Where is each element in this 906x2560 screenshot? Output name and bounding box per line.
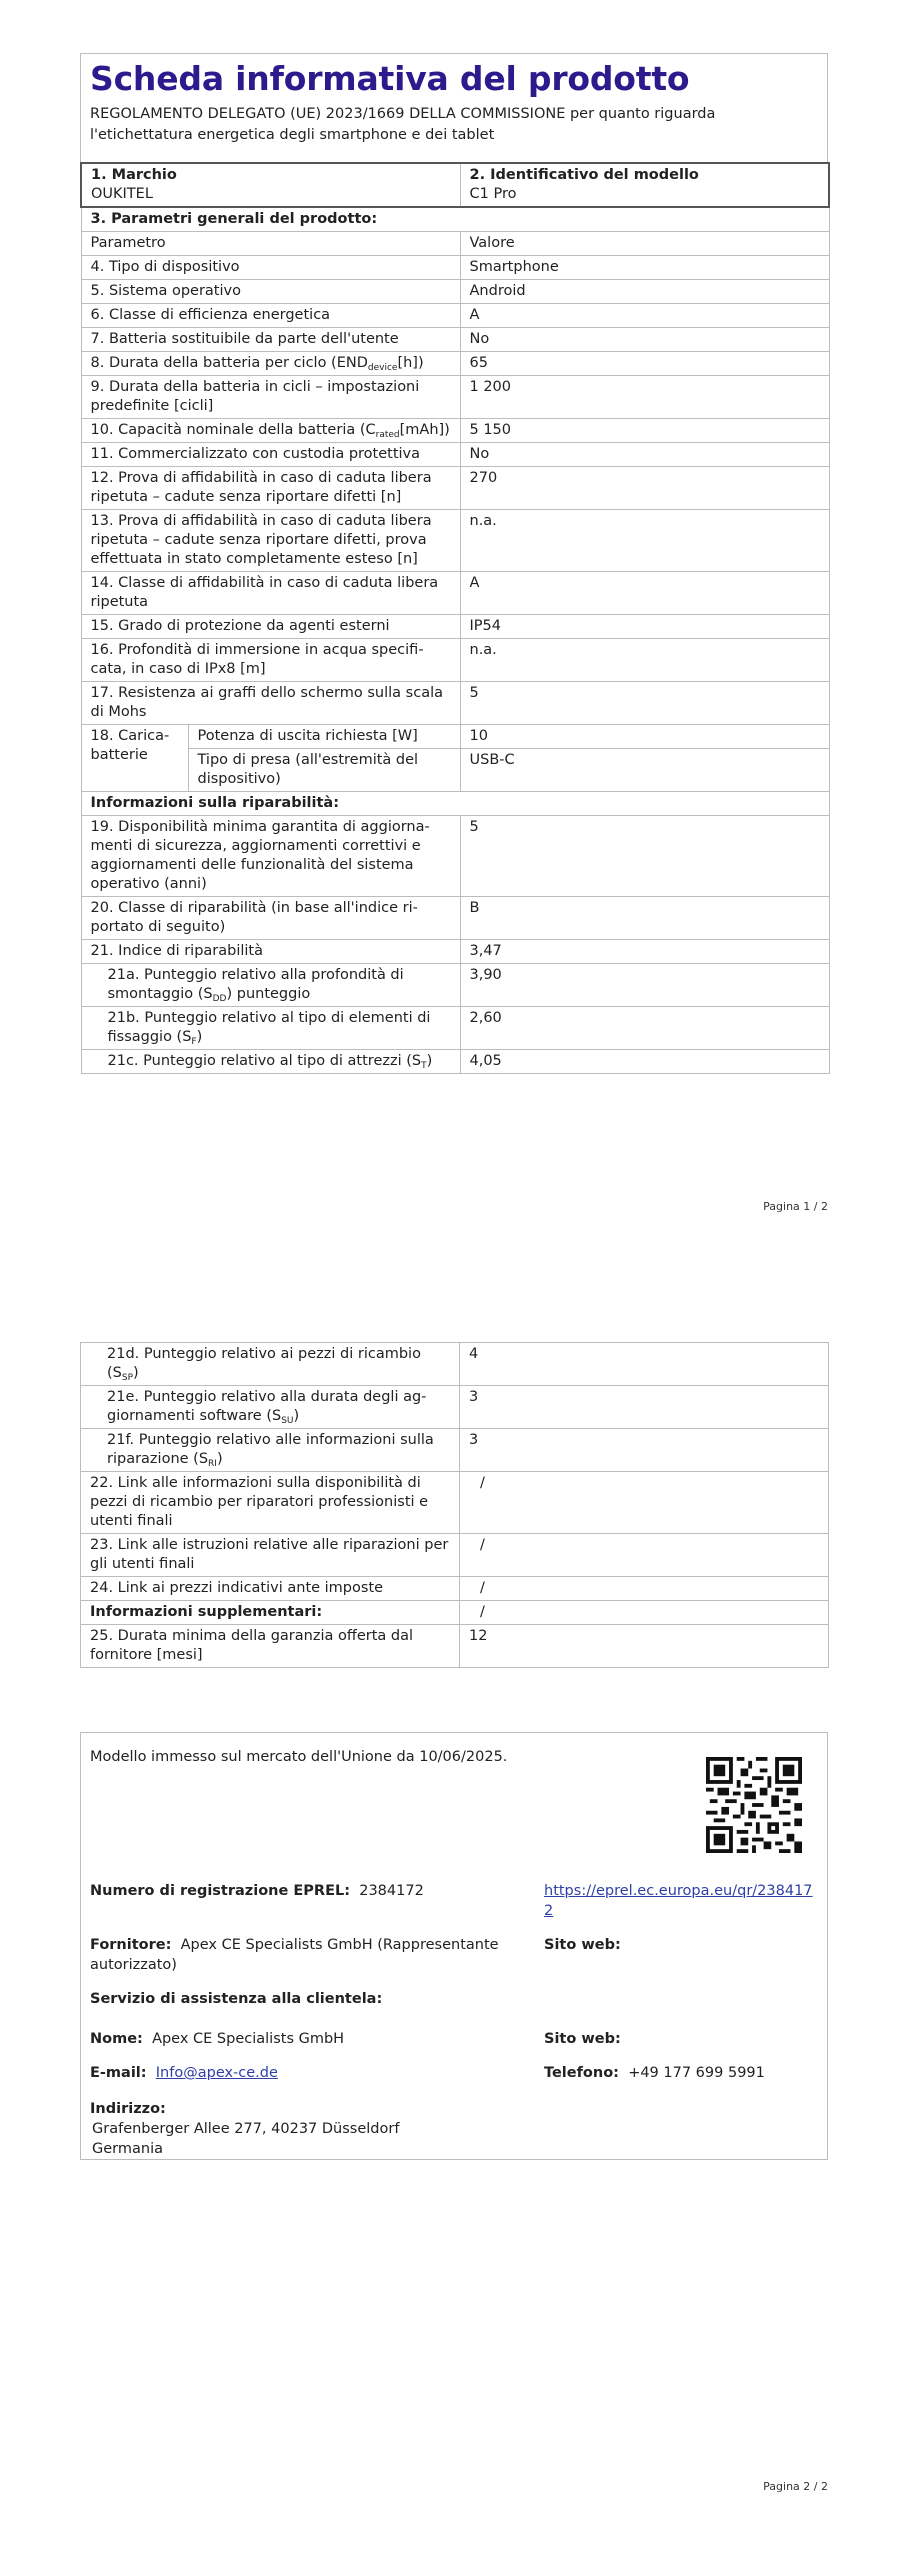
eprel-info-box bbox=[80, 1732, 828, 2160]
row-label bbox=[81, 1429, 460, 1472]
row-label bbox=[81, 1343, 460, 1386]
warranty-value: 12 bbox=[460, 1625, 829, 1668]
supplier-value: Apex CE Specialists GmbH (Rappresentante autorizzato) bbox=[90, 1937, 499, 1973]
row-label: 19. Disponibilità minima garantita di aggiorna-menti di sicurezza, aggiornamenti correttivi e aggiornamenti delle funzionalità del sistema operativo (anni) bbox=[81, 816, 460, 897]
row-value: 5 bbox=[460, 816, 829, 897]
row-label: 14. Classe di affidabilità in caso di caduta libera ripetuta bbox=[81, 572, 460, 615]
supplier-website-label: Sito web: bbox=[544, 1937, 621, 1953]
row-value: 4 bbox=[460, 1343, 829, 1386]
name-line bbox=[90, 2029, 344, 2049]
brand-model-row bbox=[81, 163, 829, 207]
row-label bbox=[81, 1007, 460, 1050]
eprel-line bbox=[90, 1881, 424, 1901]
row-value: No bbox=[460, 328, 829, 352]
row-label: 9. Durata della batteria in cicli – impostazioni predefinite [cicli] bbox=[81, 376, 460, 419]
row-value: 2,60 bbox=[460, 1007, 829, 1050]
eprel-label: Numero di registrazione EPREL: bbox=[90, 1883, 351, 1899]
model-value: C1 Pro bbox=[469, 186, 517, 202]
row-value: B bbox=[460, 897, 829, 940]
supplier-label: Fornitore: bbox=[90, 1937, 172, 1953]
row-value: IP54 bbox=[460, 615, 829, 639]
market-date-text: Modello immesso sul mercato dell'Unione da 10/06/2025. bbox=[90, 1749, 508, 1765]
section-general-params: 3. Parametri generali del prodotto: bbox=[81, 207, 829, 232]
label-subscript: device bbox=[367, 363, 398, 373]
label-text: ) bbox=[196, 1029, 203, 1045]
label-text: 21c. Punteggio relativo al tipo di attrezzi (S bbox=[107, 1053, 422, 1069]
phone-label: Telefono: bbox=[544, 2065, 619, 2081]
label-subscript: RI bbox=[208, 1459, 217, 1469]
email-label: E-mail: bbox=[90, 2065, 147, 2081]
label-subscript: rated bbox=[375, 430, 400, 440]
row-value: / bbox=[460, 1534, 829, 1577]
name-label: Nome: bbox=[90, 2031, 143, 2047]
charger-plug-label: Tipo di presa (all'estremità del dispositivo) bbox=[188, 749, 460, 792]
regulation-subtitle: REGOLAMENTO DELEGATO (UE) 2023/1669 DELLA COMMISSIONE per quanto riguarda l'etichettatura energetica degli smartphone e dei tablet bbox=[90, 106, 716, 143]
row-value: n.a. bbox=[460, 510, 829, 572]
label-text: 10. Capacità nominale della batteria (C bbox=[90, 422, 376, 438]
row-value: n.a. bbox=[460, 639, 829, 682]
section-repairability: Informazioni sulla riparabilità: bbox=[81, 792, 829, 816]
row-label: 11. Commercializzato con custodia protettiva bbox=[81, 443, 460, 467]
row-value: 3 bbox=[460, 1386, 829, 1429]
row-value: 5 150 bbox=[460, 419, 829, 443]
row-label: 23. Link alle istruzioni relative alle riparazioni per gli utenti finali bbox=[81, 1534, 460, 1577]
label-text: 21f. Punteggio relativo alle informazioni sulla riparazione (S bbox=[107, 1432, 434, 1467]
charger-power-value: 10 bbox=[460, 725, 829, 749]
row-value: / bbox=[460, 1472, 829, 1534]
charger-power-label: Potenza di uscita richiesta [W] bbox=[188, 725, 460, 749]
label-text: 21b. Punteggio relativo al tipo di elementi di fissaggio (S bbox=[107, 1010, 431, 1045]
row-label: 6. Classe di efficienza energetica bbox=[81, 304, 460, 328]
customer-support-label: Servizio di assistenza alla clientela: bbox=[90, 1991, 383, 2007]
row-label: 4. Tipo di dispositivo bbox=[81, 256, 460, 280]
row-label: 22. Link alle informazioni sulla disponibilità di pezzi di ricambio per riparatori professionisti e utenti finali bbox=[81, 1472, 460, 1534]
title-box bbox=[80, 53, 828, 162]
label-subscript: T bbox=[421, 1061, 427, 1071]
email-link[interactable]: Info@apex-ce.de bbox=[155, 2065, 278, 2081]
row-value: 3,47 bbox=[460, 940, 829, 964]
address-label: Indirizzo: bbox=[90, 2101, 166, 2117]
row-value: 270 bbox=[460, 467, 829, 510]
label-subscript: F bbox=[191, 1037, 197, 1047]
qr-code-icon[interactable] bbox=[706, 1757, 802, 1853]
row-label: 7. Batteria sostituibile da parte dell'utente bbox=[81, 328, 460, 352]
row-label: 13. Prova di affidabilità in caso di caduta libera ripetuta – cadute senza riportare difetti, prova effettuata in stato completamente esteso [n] bbox=[81, 510, 460, 572]
row-value: No bbox=[460, 443, 829, 467]
address-line-1: Grafenberger Allee 277, 40237 Düsseldorf bbox=[92, 2121, 400, 2137]
row-label bbox=[81, 1050, 460, 1074]
row-value: 1 200 bbox=[460, 376, 829, 419]
row-value: 5 bbox=[460, 682, 829, 725]
label-text: ) bbox=[216, 1451, 223, 1467]
label-text: 21a. Punteggio relativo alla profondità di smontaggio (S bbox=[107, 967, 404, 1002]
warranty-label: 25. Durata minima della garanzia offerta dal fornitore [mesi] bbox=[81, 1625, 460, 1668]
row-label: 5. Sistema operativo bbox=[81, 280, 460, 304]
address-line-2: Germania bbox=[92, 2141, 163, 2157]
model-header: 2. Identificativo del modello bbox=[469, 167, 699, 183]
row-label bbox=[81, 419, 460, 443]
label-text: 8. Durata della batteria per ciclo (END bbox=[90, 355, 368, 371]
row-label: 12. Prova di affidabilità in caso di caduta libera ripetuta – cadute senza riportare difetti [n] bbox=[81, 467, 460, 510]
row-value: 3 bbox=[460, 1429, 829, 1472]
supplementary-label: Informazioni supplementari: bbox=[81, 1601, 460, 1625]
eprel-number: 2384172 bbox=[359, 1883, 424, 1899]
row-value: A bbox=[460, 572, 829, 615]
row-label: 15. Grado di protezione da agenti esterni bbox=[81, 615, 460, 639]
row-label bbox=[81, 964, 460, 1007]
param-header: Parametro bbox=[81, 232, 460, 256]
page-title: Scheda informativa del prodotto bbox=[90, 59, 690, 98]
supplementary-value: / bbox=[460, 1601, 829, 1625]
row-value: Android bbox=[460, 280, 829, 304]
label-text: ) bbox=[133, 1365, 139, 1381]
row-value: 3,90 bbox=[460, 964, 829, 1007]
row-label: 21. Indice di riparabilità bbox=[81, 940, 460, 964]
page-2 bbox=[0, 1280, 906, 2560]
charger-plug-value: USB-C bbox=[460, 749, 829, 792]
row-value: / bbox=[460, 1577, 829, 1601]
eprel-link[interactable]: https://eprel.ec.europa.eu/qr/2384172 bbox=[544, 1883, 813, 1919]
row-value: Smartphone bbox=[460, 256, 829, 280]
page-number: Pagina 2 / 2 bbox=[763, 2480, 828, 2493]
phone-line bbox=[544, 2063, 765, 2083]
row-value: 4,05 bbox=[460, 1050, 829, 1074]
label-text: [mAh]) bbox=[399, 422, 450, 438]
value-header: Valore bbox=[460, 232, 829, 256]
label-text: ) bbox=[426, 1053, 433, 1069]
label-text: ) punteggio bbox=[226, 986, 311, 1002]
charger-label: 18. Carica-batterie bbox=[81, 725, 188, 792]
row-label: 24. Link ai prezzi indicativi ante imposte bbox=[81, 1577, 460, 1601]
page-number: Pagina 1 / 2 bbox=[763, 1200, 828, 1213]
label-text: 21e. Punteggio relativo alla durata degli ag-giornamenti software (S bbox=[107, 1389, 427, 1424]
phone-value: +49 177 699 5991 bbox=[628, 2065, 765, 2081]
label-subscript: DD bbox=[212, 994, 227, 1004]
brand-header: 1. Marchio bbox=[91, 167, 177, 183]
row-value: 65 bbox=[460, 352, 829, 376]
brand-cell bbox=[81, 163, 460, 207]
supplier-line bbox=[90, 1935, 530, 1975]
row-value: A bbox=[460, 304, 829, 328]
name-value: Apex CE Specialists GmbH bbox=[152, 2031, 345, 2047]
support-website-label: Sito web: bbox=[544, 2031, 621, 2047]
row-label bbox=[81, 352, 460, 376]
label-subscript: SP bbox=[121, 1373, 134, 1383]
label-text: ) bbox=[293, 1408, 300, 1424]
row-label: 20. Classe di riparabilità (in base all'indice ri-portato di seguito) bbox=[81, 897, 460, 940]
label-text: [h]) bbox=[397, 355, 424, 371]
email-line bbox=[90, 2063, 278, 2083]
model-cell bbox=[460, 163, 829, 207]
product-parameters-table bbox=[80, 162, 830, 1074]
repairability-continued-table bbox=[80, 1342, 829, 1668]
brand-value: OUKITEL bbox=[91, 186, 153, 202]
row-label: 17. Resistenza ai graffi dello schermo sulla scala di Mohs bbox=[81, 682, 460, 725]
label-subscript: SU bbox=[281, 1416, 294, 1426]
row-label: 16. Profondità di immersione in acqua specifi-cata, in caso di IPx8 [m] bbox=[81, 639, 460, 682]
label-text: 21d. Punteggio relativo ai pezzi di ricambio (S bbox=[107, 1346, 421, 1381]
row-label bbox=[81, 1386, 460, 1429]
